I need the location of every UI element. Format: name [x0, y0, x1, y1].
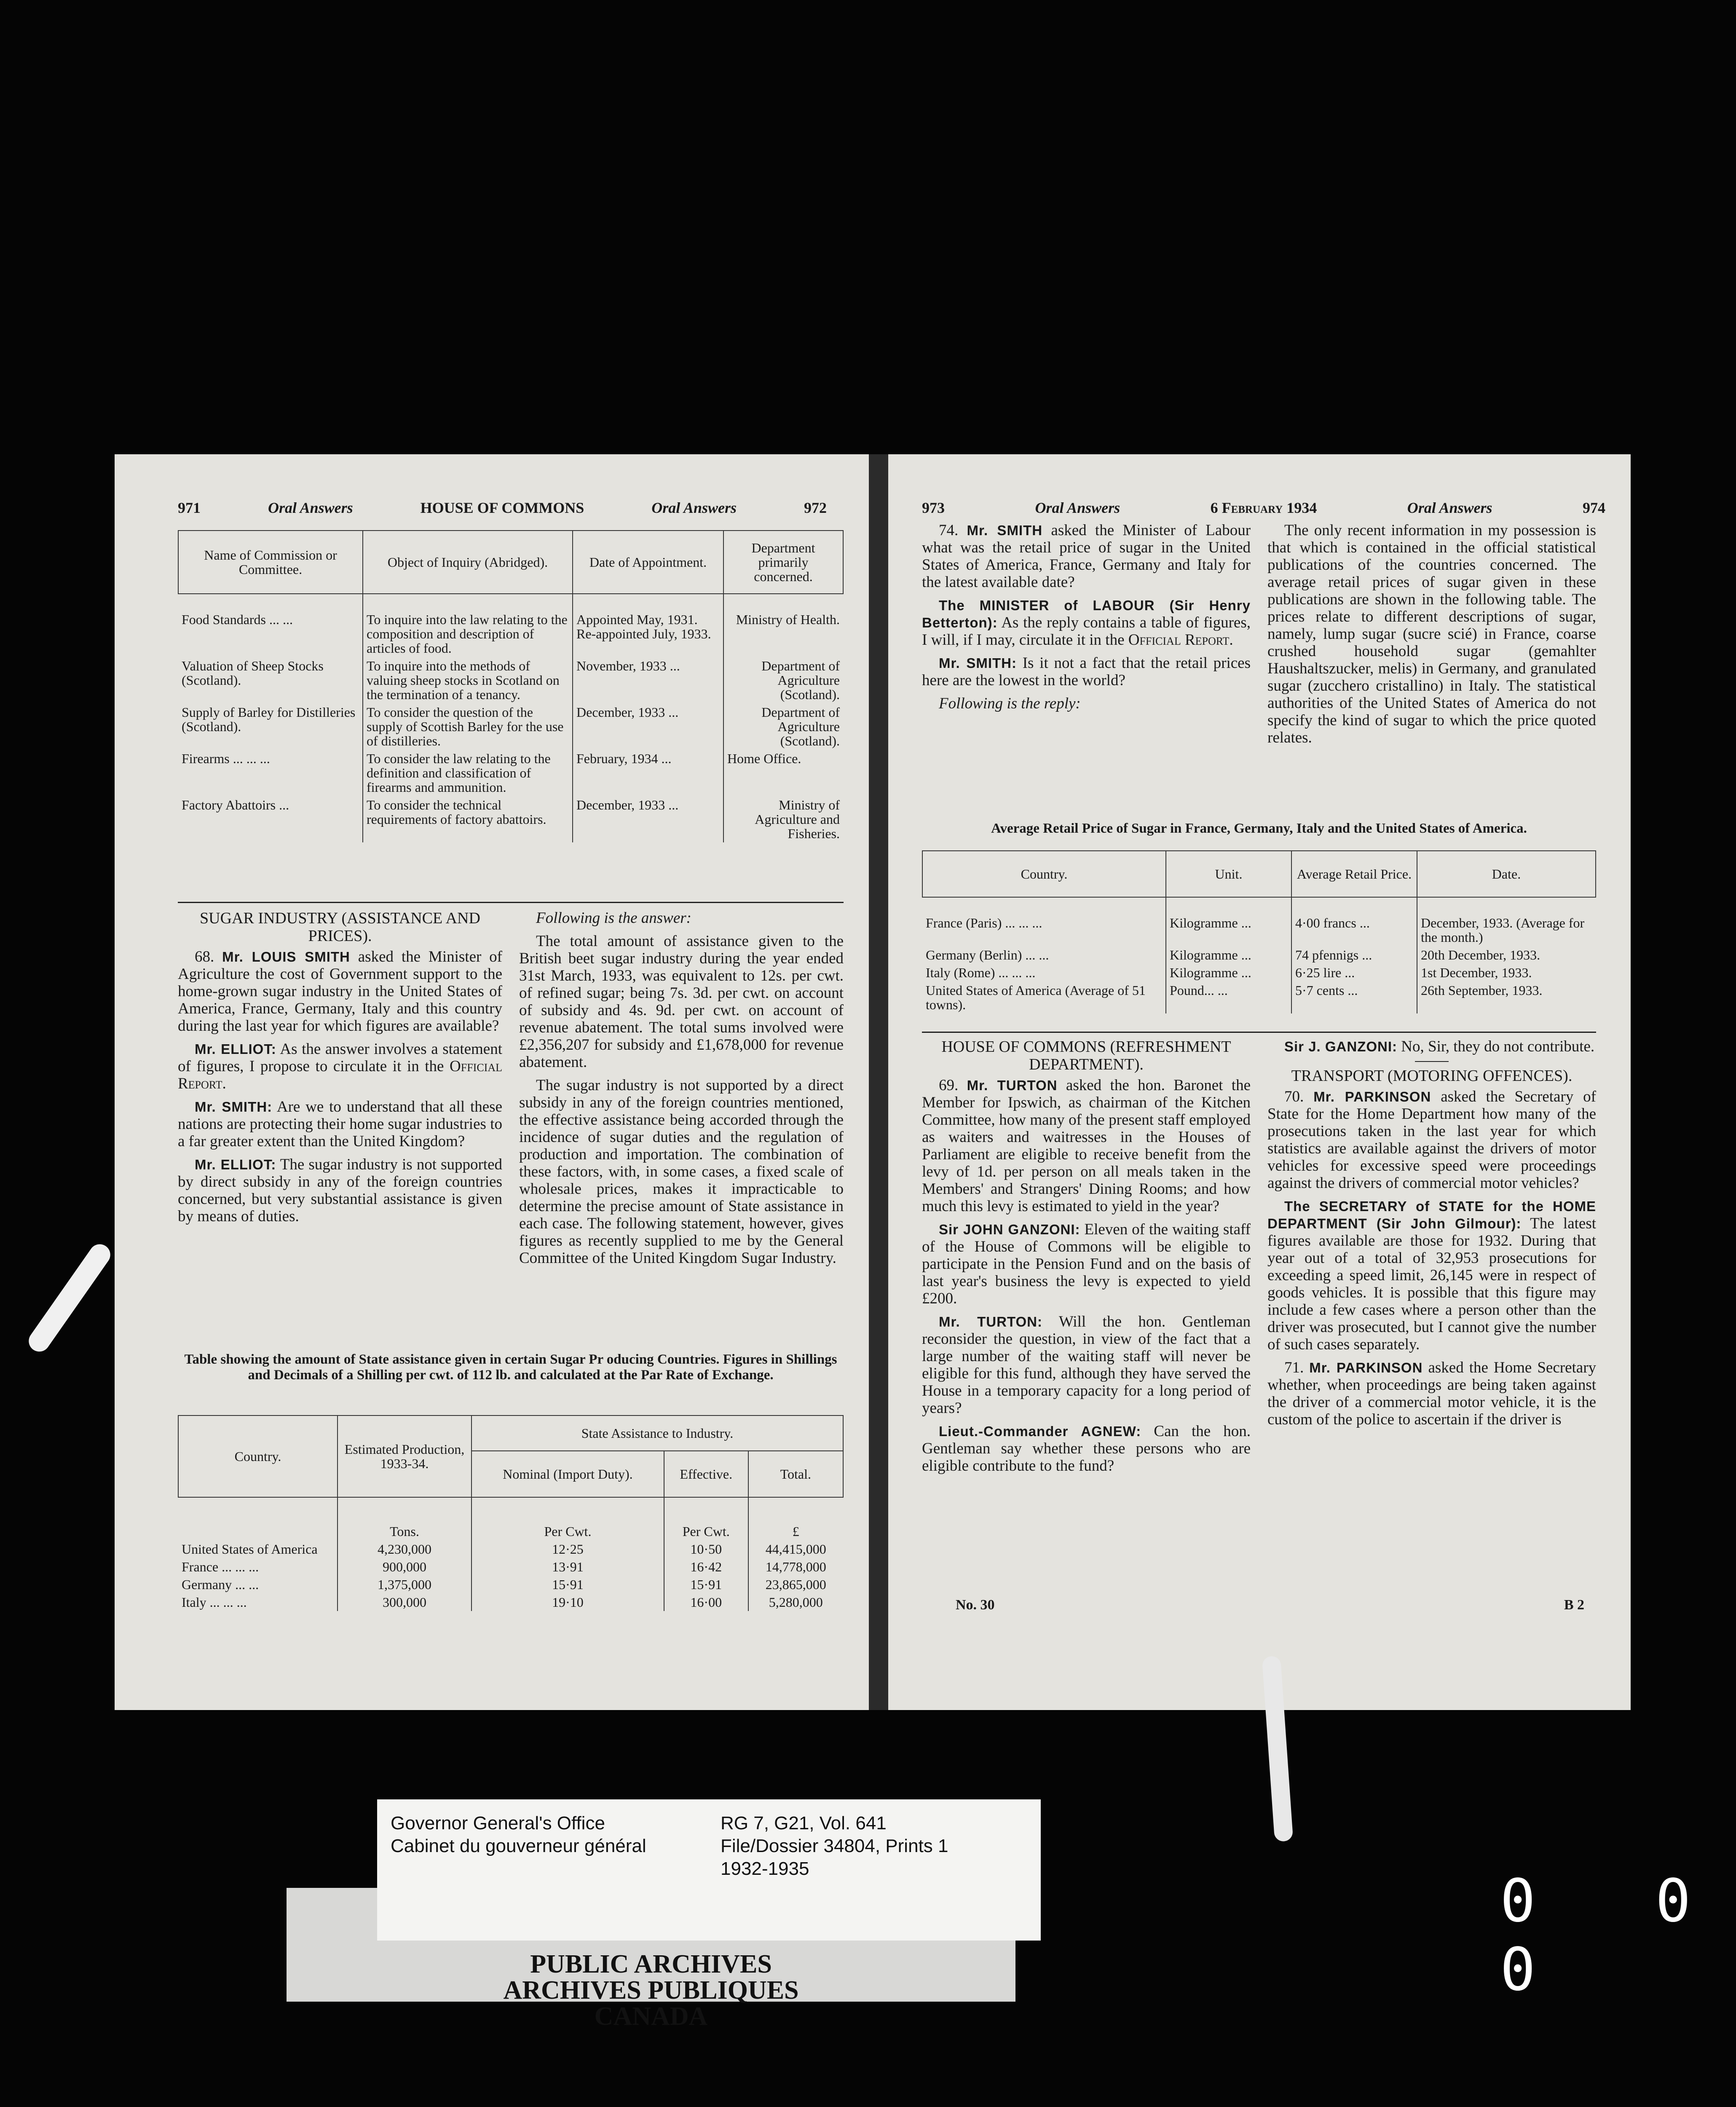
table-cell: 19·10 [472, 1593, 664, 1611]
supplementary-smith [922, 654, 1251, 689]
table-cell: Firearms ... ... ... [182, 751, 270, 766]
column-number-972: 972 [804, 499, 827, 516]
archive-stamp-text [287, 1951, 1015, 2029]
table-cell: 4,230,000 [338, 1540, 472, 1558]
table-cell: To consider the question of the supply of Scottish Barley for the use of distilleries. [363, 703, 573, 750]
committees-header-object: Object of Inquiry (Abridged). [363, 531, 573, 594]
retail-price-table [922, 850, 1596, 1013]
column-number-973: 973 [922, 499, 945, 516]
official-report-ref: Official Report. [1128, 631, 1233, 649]
table-cell: Factory Abattoirs ... [182, 797, 289, 812]
archive-reference-label [377, 1799, 1041, 1941]
table-cell: Ministry of Health. [723, 611, 843, 657]
unit-label: Per Cwt. [664, 1523, 748, 1540]
written-answer-p1: The total amount of assistance given to the British beet sugar industry during the year ended 31st March, 1933, was equivalent to 12s. per cwt. of refined sugar; being 7s. 3d. per cwt. on account of subsidy and 4s. 9d. per cwt. on account of revenue abatement. The total sums involved were £2,356,207 for subsidy and £1,678,000 for revenue abatement. [519, 933, 844, 1071]
table-row [178, 611, 843, 657]
section-label-right: Oral Answers [651, 499, 737, 516]
table-cell: To consider the law relating to the definition and classification of firearms and ammunition. [363, 750, 573, 796]
table-cell: Pound... ... [1166, 981, 1291, 1013]
short-rule [1415, 1061, 1449, 1062]
table-cell: Italy ... ... ... [182, 1595, 247, 1610]
table-cell: 14,778,000 [748, 1558, 843, 1576]
question-text: asked the Home Secretary whether, when proceedings are being taken against the driver of a commercial motor vehicle, it is the custom of the police to ascertain if the driver is [1267, 1359, 1597, 1428]
answer-text: Eleven of the waiting staff of the House of Commons will be eligible to participate in the Pension Fund and on the basis of last year's business the levy is expected to yield £200. [922, 1221, 1251, 1307]
table-row [922, 964, 1596, 981]
table-cell: 5·7 cents ... [1291, 981, 1417, 1013]
state-header-production: Estimated Production, 1933-34. [338, 1415, 472, 1497]
answer-home-secretary [1267, 1198, 1596, 1353]
answer-elliot-1 [178, 1040, 502, 1092]
right-column-4 [1267, 1038, 1596, 1434]
question-text: Can the hon. Gentleman say whether these persons who are eligible contribute to the fund? [922, 1423, 1251, 1474]
table-cell: Appointed May, 1931. Re-appointed July, 1933. [573, 611, 723, 657]
table-cell: 1,375,000 [338, 1576, 472, 1593]
question-number: 74. [939, 522, 959, 539]
table-cell: December, 1933 ... [573, 703, 723, 750]
table-row [178, 1576, 843, 1593]
table-cell: November, 1933 ... [573, 657, 723, 703]
table-cell: February, 1934 ... [573, 750, 723, 796]
committees-header-date: Date of Appointment. [573, 531, 723, 594]
speaker-name: Mr. SMITH: [939, 655, 1017, 671]
stamp-line-en: PUBLIC ARCHIVES [530, 1950, 772, 1978]
column-number-971: 971 [178, 499, 201, 516]
price-header-country: Country. [922, 851, 1166, 897]
question-text: Will the hon. Gentleman reconsider the question, in view of the fact that a large number of the waiting staff will never be eligible for this fund, although they have served the House in a temporary capacity for a long period of years? [922, 1313, 1251, 1417]
table-cell: Kilogramme ... [1166, 946, 1291, 964]
divider [922, 1032, 1596, 1033]
archive-reference [721, 1812, 948, 1880]
committees-table [178, 530, 844, 842]
speaker-name: Mr. TURTON: [939, 1314, 1042, 1330]
answer-text: No, Sir, they do not contribute. [1401, 1038, 1595, 1055]
sitting-date: 6 February 1934 [1210, 499, 1317, 516]
question-text: asked the hon. Baronet the Member for Ipswich, as chairman of the Kitchen Committee, how many of the present staff employed as waiters and waitresses in the Houses of Parliament are eligible to receive benefit from the levy of 1d. per person on all meals taken in the Members' and Strangers' Dining Rooms; and how much this levy is estimated to yield in the year? [922, 1077, 1251, 1215]
speaker-name: Sir J. GANZONI: [1284, 1039, 1398, 1054]
speaker-name: Mr. ELLIOT: [195, 1041, 276, 1057]
reference-file: File/Dossier 34804, Prints 1 [721, 1836, 948, 1856]
table-row [178, 657, 843, 703]
question-68 [178, 948, 502, 1035]
speaker-name: Mr. TURTON [967, 1078, 1058, 1093]
table-row [178, 750, 843, 796]
table-cell: Department of Agriculture (Scotland). [723, 657, 843, 703]
table-cell: 16·42 [664, 1558, 748, 1576]
column-number-974: 974 [1582, 499, 1605, 516]
question-74 [922, 522, 1251, 591]
right-column-1 [922, 522, 1251, 718]
speaker-name: Mr. SMITH: [195, 1099, 273, 1115]
question-text: Is it not a fact that the retail prices here are the lowest in the world? [922, 654, 1251, 689]
speaker-name: Mr. PARKINSON [1313, 1089, 1431, 1104]
table-cell: 10·50 [664, 1540, 748, 1558]
written-reply: The only recent information in my possession is that which is contained in the official statistical publications of the countries concerned. The average retail prices of sugar given in these publications are shown in the following table. The prices relate to different descriptions of sugar, namely, lump sugar (sucre scié) in France, coarse crushed household sugar (gemahlter Haushaltszucker, melis) in Germany, and granulated sugar (zucchero cristallino) in Italy. The statistical authorities of the United States of America do not specify the kind of sugar to which the price quoted relates. [1267, 522, 1596, 746]
table-cell: Supply of Barley for Distilleries (Scotland). [182, 705, 356, 734]
house-title: HOUSE OF COMMONS [420, 499, 584, 516]
right-running-head [922, 496, 1605, 519]
answer-text: As the answer involves a statement of figures, I propose to circulate it in the [178, 1040, 502, 1075]
page-footer-number: No. 30 [956, 1597, 995, 1613]
speaker-name: Lieut.-Commander AGNEW: [939, 1423, 1141, 1439]
book-spine [869, 454, 888, 1710]
table-cell: To consider the technical requirements of factory abattoirs. [363, 796, 573, 842]
table-row [178, 703, 843, 750]
state-header-total: Total. [748, 1451, 843, 1497]
answer-text: As the reply contains a table of figures, I will, if I may, circulate it in the [922, 614, 1251, 649]
committees-header-department: Department primarily concerned. [723, 531, 843, 594]
section-heading-refreshment: HOUSE OF COMMONS (REFRESHMENT DEPARTMENT). [941, 1038, 1231, 1073]
answer-ganzoni-2 [1267, 1038, 1596, 1055]
table-cell: United States of America (Average of 51 towns). [926, 983, 1146, 1012]
section-heading-transport: TRANSPORT (MOTORING OFFENCES). [1291, 1067, 1573, 1085]
supplementary-agnew [922, 1423, 1251, 1474]
committees-header-name: Name of Commission or Committee. [178, 531, 363, 594]
unit-label: Per Cwt. [472, 1523, 664, 1540]
table-row [922, 946, 1596, 964]
speaker-name: Mr. PARKINSON [1309, 1360, 1423, 1375]
question-70 [1267, 1088, 1596, 1192]
left-column-2 [519, 909, 844, 1273]
table-cell: 20th December, 1933. [1417, 946, 1596, 964]
speaker-name: Mr. SMITH [967, 523, 1043, 538]
question-69 [922, 1077, 1251, 1215]
table-cell: 23,865,000 [748, 1576, 843, 1593]
table-cell: 15·91 [664, 1576, 748, 1593]
table-cell: Italy (Rome) ... ... ... [926, 965, 1036, 980]
table-row [178, 796, 843, 842]
retail-price-caption: Average Retail Price of Sugar in France, Germany, Italy and the United States of America. [991, 821, 1527, 836]
answer-elliot-2 [178, 1156, 502, 1225]
state-header-effective: Effective. [664, 1451, 748, 1497]
section-label-left: Oral Answers [1035, 499, 1120, 516]
left-page [115, 454, 869, 1710]
speaker-name: Mr. ELLIOT: [195, 1157, 276, 1172]
state-assistance-caption: Table showing the amount of State assistance given in certain Sugar Pr oducing Countries. Figures in Shillings and Decimals of a Shilling per cwt. of 112 lb. and calculated at the Par Rate of Exchange. [184, 1352, 837, 1383]
stamp-line-fr: ARCHIVES PUBLIQUES [503, 1976, 799, 2005]
stamp-line-country: CANADA [594, 2002, 708, 2031]
question-number: 70. [1284, 1088, 1304, 1105]
price-header-price: Average Retail Price. [1291, 851, 1417, 897]
question-text: asked the Secretary of State for the Home Department how many of the prosecutions taken in the last year for which statistics are available against the drivers of motor vehicles for excessive speed were proceedings against the drivers of commercial motor vehicles? [1267, 1088, 1596, 1192]
reference-years: 1932-1935 [721, 1858, 809, 1879]
table-cell: 74 pfennigs ... [1291, 946, 1417, 964]
speaker-name: The SECRETARY of STATE for the HOME DEPARTMENT (Sir John Gilmour): [1267, 1198, 1596, 1231]
office-names [391, 1812, 646, 1858]
right-column-3 [922, 1038, 1251, 1480]
table-cell: 44,415,000 [748, 1540, 843, 1558]
question-text: asked the Minister of Agriculture the cost of Government support to the home-grown sugar industry in the United States of America, France, Germany, Italy and this country during the last year for which figures are available? [178, 948, 503, 1035]
answer-text: The latest figures available are those for 1932. During that year out of a total of 32,953 prosecutions for exceeding a speed limit, 26,145 were in respect of goods vehicles. It is possible that this figure may include a few cases where a person other than the driver was prosecuted, but I cannot give the number of such cases separately. [1267, 1215, 1596, 1353]
left-running-head [178, 496, 827, 519]
speaker-name: Mr. LOUIS SMITH [222, 949, 350, 965]
table-cell: 26th September, 1933. [1417, 981, 1596, 1013]
question-number: 68. [195, 948, 214, 965]
table-cell: France (Paris) ... ... ... [926, 915, 1042, 930]
section-label-right: Oral Answers [1407, 499, 1492, 516]
official-report-ref: Official Report. [178, 1058, 503, 1092]
answer-minister-labour [922, 597, 1251, 649]
table-cell: Kilogramme ... [1166, 964, 1291, 981]
table-cell: France ... ... ... [182, 1559, 259, 1574]
table-row [178, 1593, 843, 1611]
table-cell: Germany ... ... [182, 1577, 259, 1592]
table-cell: 900,000 [338, 1558, 472, 1576]
table-cell: 15·91 [472, 1576, 664, 1593]
following-reply: Following is the reply: [939, 695, 1081, 712]
table-cell: 6·25 lire ... [1291, 964, 1417, 981]
section-heading-sugar: SUGAR INDUSTRY (ASSISTANCE AND PRICES). [200, 909, 480, 945]
table-cell: 300,000 [338, 1593, 472, 1611]
table-cell: 4·00 francs ... [1291, 914, 1417, 946]
state-assistance-table [178, 1415, 844, 1611]
right-column-2 [1267, 522, 1596, 752]
table-cell: 12·25 [472, 1540, 664, 1558]
table-cell: Department of Agriculture (Scotland). [723, 703, 843, 750]
question-text: Are we to understand that all these nations are protecting their home sugar industries to a far greater extent than the United Kingdom? [178, 1098, 502, 1150]
office-name-fr: Cabinet du gouverneur général [391, 1836, 646, 1856]
table-cell: December, 1933. (Average for the month.) [1417, 914, 1596, 946]
page-weight-left [24, 1240, 114, 1356]
supplementary-smith [178, 1098, 502, 1150]
table-cell: Food Standards ... ... [182, 612, 293, 627]
table-cell: To inquire into the methods of valuing sheep stocks in Scotland on the termination of a tenancy. [363, 657, 573, 703]
reference-volume: RG 7, G21, Vol. 641 [721, 1813, 887, 1834]
table-row [178, 1558, 843, 1576]
divider [178, 902, 844, 903]
office-name-en: Governor General's Office [391, 1813, 605, 1834]
table-cell: Ministry of Agriculture and Fisheries. [723, 796, 843, 842]
table-cell: Kilogramme ... [1166, 914, 1291, 946]
table-cell: To inquire into the law relating to the composition and description of articles of food. [363, 611, 573, 657]
question-text: asked the Minister of Labour what was the retail price of sugar in the United States of America, France, Germany and Italy for the latest available date? [922, 522, 1251, 591]
table-cell: December, 1933 ... [573, 796, 723, 842]
table-cell: 13·91 [472, 1558, 664, 1576]
price-header-unit: Unit. [1166, 851, 1291, 897]
table-row [922, 914, 1596, 946]
right-page [888, 454, 1631, 1710]
state-header-assistance: State Assistance to Industry. [472, 1415, 843, 1451]
table-cell: 5,280,000 [748, 1593, 843, 1611]
table-cell: 16·00 [664, 1593, 748, 1611]
frame-counter: 0 0 0 [1500, 1867, 1733, 2004]
price-header-date: Date. [1417, 851, 1596, 897]
table-cell: Valuation of Sheep Stocks (Scotland). [182, 658, 324, 688]
speaker-name: Sir JOHN GANZONI: [939, 1222, 1080, 1237]
table-cell: Home Office. [723, 750, 843, 796]
answer-text: The sugar industry is not supported by direct subsidy in any of the foreign countries concerned, but very substantial assistance is given by means of duties. [178, 1156, 503, 1225]
left-column-1 [178, 909, 502, 1231]
section-label-left: Oral Answers [268, 499, 353, 516]
state-header-nominal: Nominal (Import Duty). [472, 1451, 664, 1497]
question-number: 69. [939, 1077, 959, 1094]
table-row [178, 1540, 843, 1558]
answer-ganzoni-1 [922, 1221, 1251, 1307]
table-cell: Germany (Berlin) ... ... [926, 947, 1049, 962]
unit-label: Tons. [338, 1523, 472, 1540]
question-71 [1267, 1359, 1596, 1428]
table-cell: United States of America [182, 1541, 318, 1557]
following-answer: Following is the answer: [536, 909, 691, 927]
table-cell: 1st December, 1933. [1417, 964, 1596, 981]
table-row [922, 981, 1596, 1013]
written-answer-p2: The sugar industry is not supported by a direct subsidy in any of the foreign countries mentioned, the effective assistance being accorded through the incidence of sugar duties and the regulation of production and importation. The combination of these factors, with, in some cases, a fixed scale of wholesale prices, makes it impracticable to determine the precise amount of State assistance in each case. The following statement, however, gives figures as recently supplied to me by the General Committee of the United Kingdom Sugar Industry. [519, 1077, 844, 1267]
question-number: 71. [1284, 1359, 1304, 1376]
table-row [178, 1523, 843, 1540]
speaker-name: The MINISTER of LABOUR (Sir Henry Betterton): [922, 598, 1251, 630]
supplementary-turton [922, 1313, 1251, 1417]
state-header-country: Country. [178, 1415, 338, 1497]
unit-label: £ [748, 1523, 843, 1540]
page-footer-signature: B 2 [1564, 1597, 1584, 1613]
